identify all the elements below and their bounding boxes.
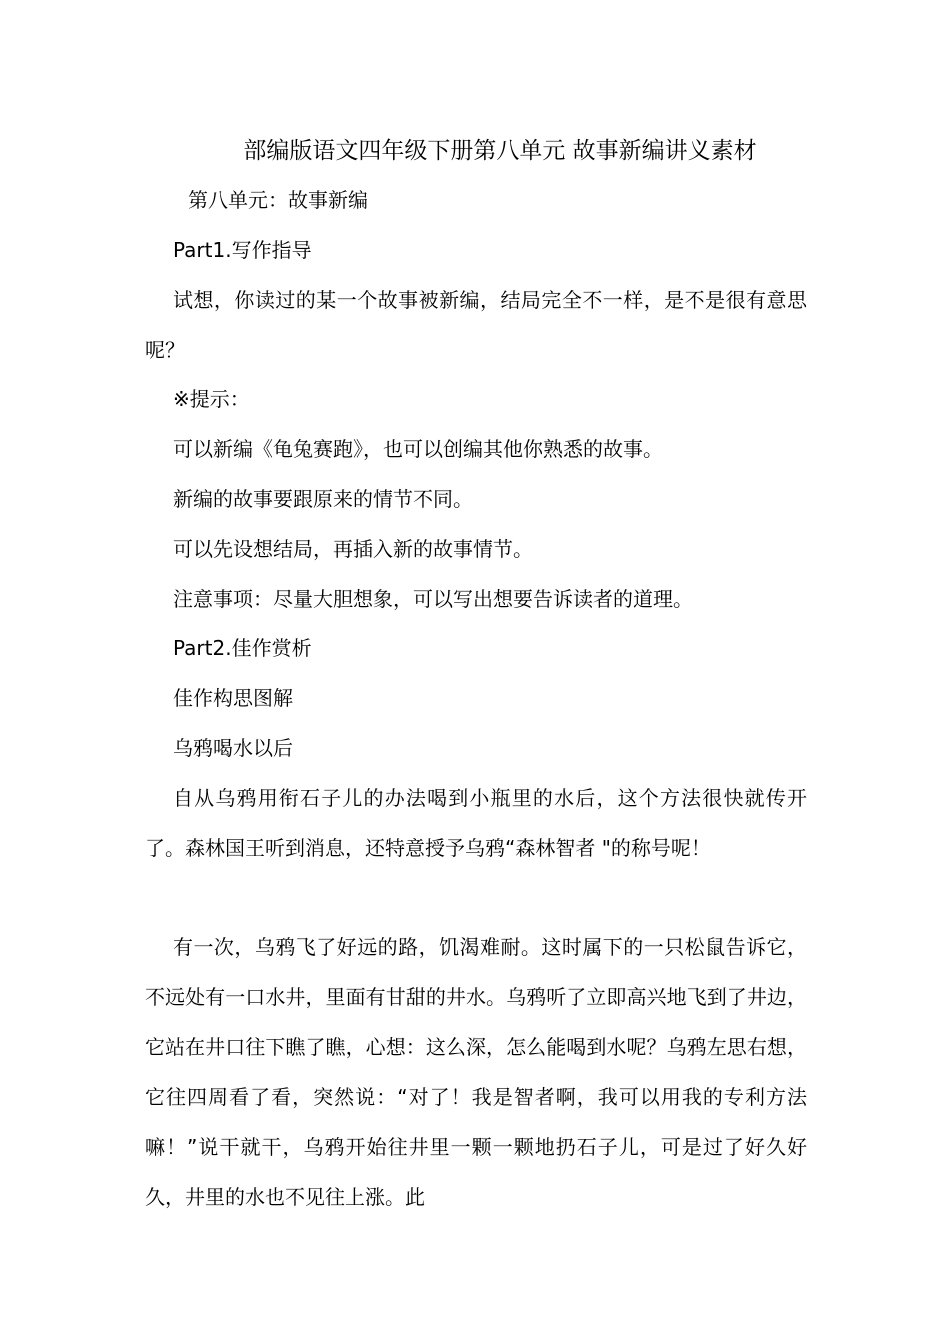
- part2-heading: Part2.佳作赏析: [173, 636, 312, 660]
- unit-heading: 第八单元：故事新编: [188, 188, 368, 212]
- story-title: 乌鸦喝水以后: [173, 736, 293, 760]
- tip-item: 新编的故事要跟原来的情节不同。: [173, 487, 473, 511]
- tip-item: 可以先设想结局，再插入新的故事情节。: [173, 537, 533, 561]
- document-title: 部编版语文四年级下册第八单元 故事新编讲义素材: [243, 138, 757, 164]
- tip-item: 可以新编《龟兔赛跑》，也可以创编其他你熟悉的故事。: [173, 437, 663, 461]
- diagram-label: 佳作构思图解: [173, 686, 293, 710]
- tip-item: 注意事项：尽量大胆想象，可以写出想要告诉读者的道理。: [173, 587, 693, 611]
- tips-label: ※提示：: [173, 387, 250, 411]
- story-paragraph: 自从乌鸦用衔石子儿的办法喝到小瓶里的水后，这个方法很快就传开了。森林国王听到消息，还特意授予乌鸦“森林智者 "的称号呢！: [145, 786, 807, 860]
- part1-heading: Part1.写作指导: [173, 238, 312, 262]
- story-paragraph: 有一次，乌鸦飞了好远的路，饥渴难耐。这时属下的一只松鼠告诉它，不远处有一口水井，里面有甘甜的井水。乌鸦听了立即高兴地飞到了井边，它站在井口往下瞧了瞧，心想：这么深，怎么能喝到水呢？乌鸦左思右想，它往四周看了看，突然说：“对了！我是智者啊，我可以用我的专利方法嘛！”说干就干，乌鸦开始往井里一颗一颗地扔石子儿，可是过了好久好久，井里的水也不见往上涨。此: [145, 935, 807, 1209]
- intro-paragraph: 试想，你读过的某一个故事被新编，结局完全不一样，是不是很有意思呢？: [145, 288, 807, 362]
